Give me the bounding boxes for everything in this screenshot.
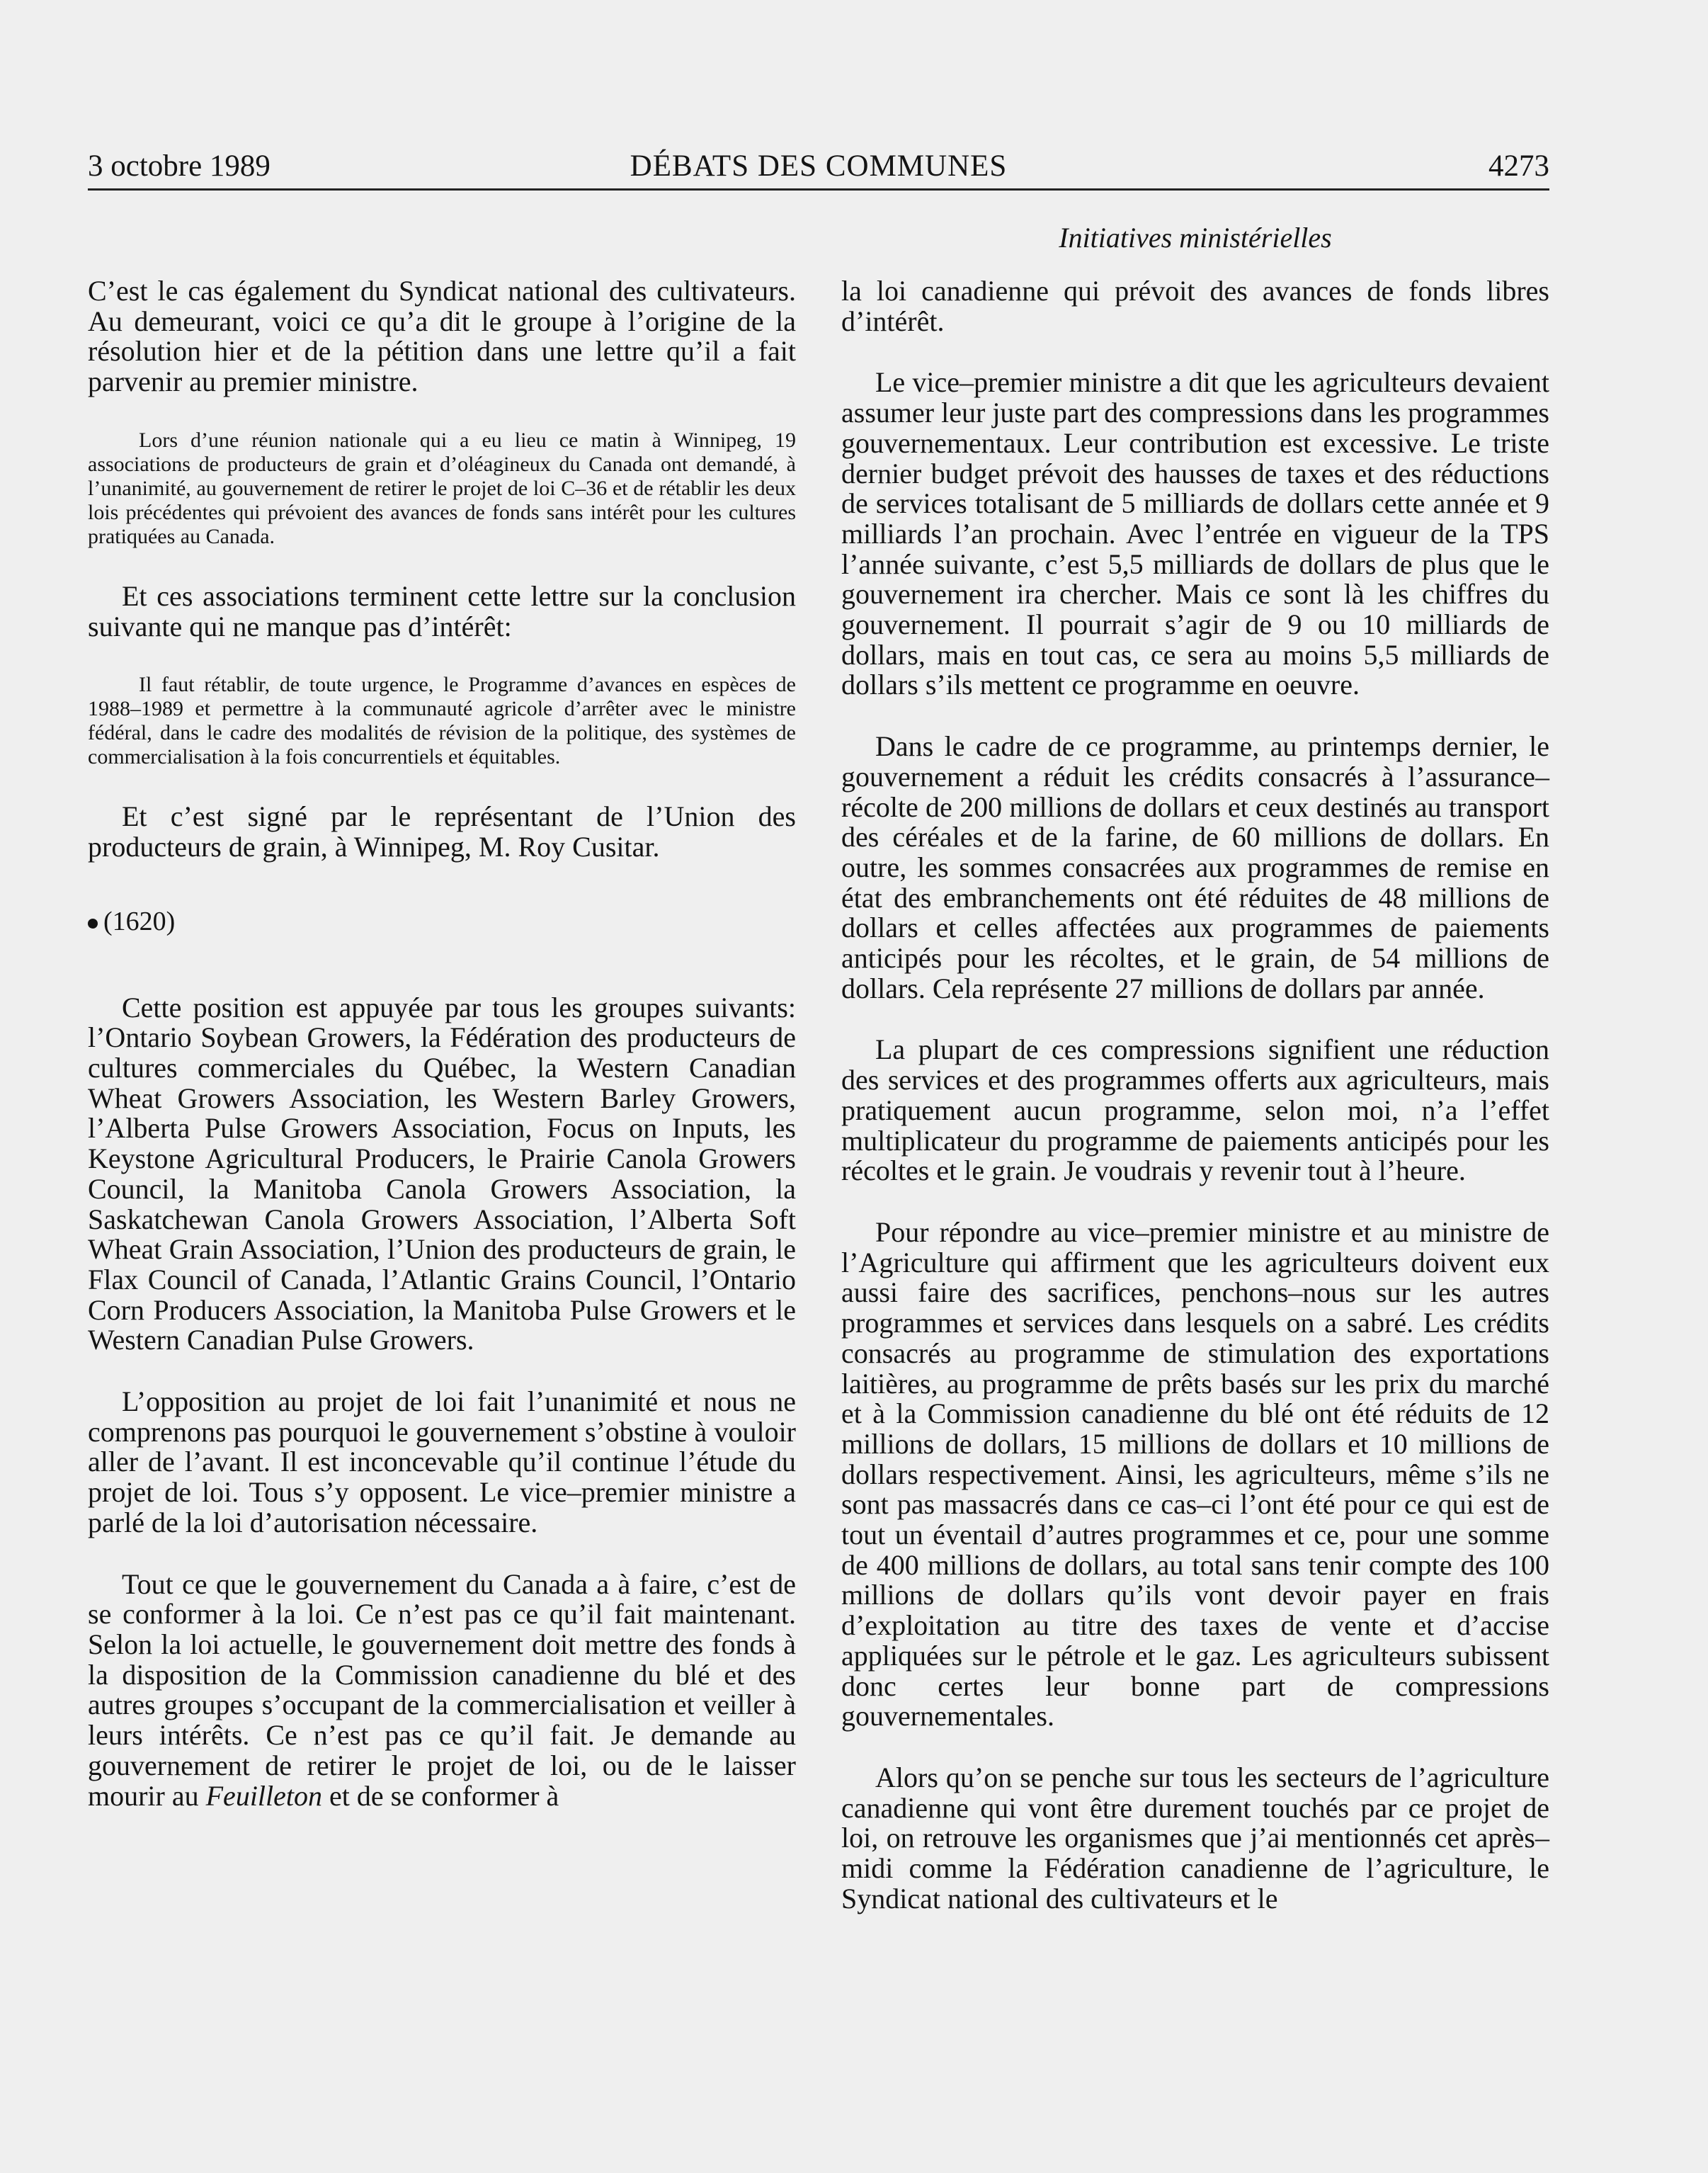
header-page-number: 4273 [1488, 149, 1549, 183]
time-marker [88, 907, 796, 936]
section-label: Initiatives ministérielles [1059, 222, 1332, 254]
left-quote-2: Il faut rétablir, de toute urgence, le Programme d’avances en espèces de 1988–1989 et permettre à la communauté agricole d’arrêter avec le ministre fédéral, dans le cadre des modalités de révision de la politique, des systèmes de commercialisation à la fois concurrentiels et équitables. [88, 673, 796, 769]
left-paragraph-2: Et ces associations terminent cette lettre sur la conclusion suivante qui ne manque pas d’intérêt: [88, 579, 796, 642]
left-paragraph-6 [88, 1567, 796, 1812]
left-quote-1: Lors d’une réunion nationale qui a eu lieu ce matin à Winnipeg, 19 associations de producteurs de grain et d’oléagineux du Canada ont demandé, à l’unanimité, au gouvernement de retirer le projet de loi C–36 et de rétablir les deux lois précédentes qui prévoient des avances de fonds sans intérêt pour les cultures pratiquées au Canada. [88, 428, 796, 548]
header-date: 3 octobre 1989 [88, 149, 271, 183]
left-column [88, 276, 796, 1842]
page-header [88, 143, 1549, 191]
left-paragraph-3: Et c’est signé par le représentant de l’Union des producteurs de grain, à Winnipeg, M. Roy Cusitar. [88, 800, 796, 863]
right-paragraph-5: Pour répondre au vice–premier ministre et au ministre de l’Agriculture qui affirment que les agriculteurs doivent eux aussi faire des sacrifices, penchons–nous sur les autres programmes et services dans lesquels on a sabré. Les crédits consacrés au programme de stimulation des exportations laitières, au programme de prêts basés sur les prix du marché et à la Commission canadienne du blé ont été réduits de 12 millions de dollars, 15 millions de dollars et 10 millions de dollars respectivement. Ainsi, les agriculteurs, même s’ils ne sont pas massacrés dans ce cas–ci l’ont été pour ce qui est de tout un éventail d’autres programmes et ce, pour une somme de 400 millions de dollars, au total sans tenir compte des 100 millions de dollars qu’ils vont devoir payer en frais d’exploitation au titre des taxes de vente et d’accise appliquées sur le pétrole et le gaz. Les agriculteurs subissent donc certes leur bonne part de compressions gouvernementales. [841, 1215, 1549, 1732]
feuilleton-italic: Feuilleton [205, 1779, 323, 1812]
right-paragraph-2: Le vice–premier ministre a dit que les agriculteurs devaient assumer leur juste part des compressions dans les programmes gouvernementaux. Leur contribution est excessive. Le triste dernier budget prévoit des hausses de taxes et des réductions de services totalisant de 5 milliards de dollars cette année et 9 milliards l’an prochain. Avec l’entrée en vigueur de la TPS l’année suivante, c’est 5,5 milliards de dollars de plus que le gouvernement ira chercher. Mais ce sont là les chiffres du gouvernement. Il pourrait s’agir de 9 ou 10 milliards de dollars, mais en tout cas, ce sera au moins 5,5 milliards de dollars s’ils mettent ce programme en oeuvre. [841, 366, 1549, 701]
left-paragraph-4: Cette position est appuyée par tous les groupes suivants: l’Ontario Soybean Growers, la Fédération des producteurs de cultures commerciales du Québec, la Western Canadian Wheat Growers Association, les Western Barley Growers, l’Alberta Pulse Growers Association, Focus on Inputs, les Keystone Agricultural Producers, le Prairie Canola Growers Council, la Manitoba Canola Growers Association, la Saskatchewan Canola Growers Association, l’Alberta Soft Wheat Grain Association, l’Union des producteurs de grain, le Flax Council of Canada, l’Atlantic Grains Council, l’Ontario Corn Producers Association, la Manitoba Pulse Growers et le Western Canadian Pulse Growers. [88, 991, 796, 1356]
header-title: DÉBATS DES COMMUNES [630, 149, 1008, 183]
left-paragraph-1: C’est le cas également du Syndicat national des cultivateurs. Au demeurant, voici ce qu’a dit le groupe à l’origine de la résolution hier et de la pétition dans une lettre qu’il a fait parvenir au premier ministre. [88, 275, 796, 398]
time-stamp: (1620) [103, 906, 176, 936]
left-paragraph-6-end: et de se conformer à [322, 1779, 559, 1812]
right-column [841, 276, 1549, 1945]
right-paragraph-6: Alors qu’on se penche sur tous les secteurs de l’agriculture canadienne qui vont être durement touchés par ce projet de loi, on retrouve les organismes que j’ai mentionnés cet après–midi comme la Fédération canadienne de l’agriculture, le Syndicat national des cultivateurs et le [841, 1761, 1549, 1914]
right-paragraph-1: la loi canadienne qui prévoit des avances de fonds libres d’intérêt. [841, 275, 1549, 337]
left-paragraph-6-start: Tout ce que le gouvernement du Canada a à faire, c’est de se conformer à la loi. Ce n’est pas ce qu’il fait maintenant. Selon la loi actuelle, le gouvernement doit mettre des fonds à la disposition de la Commission canadienne du blé et des autres groupes s’occupant de la commercialisation et veiller à leurs intérêts. Ce n’est pas ce qu’il fait. Je demande au gouvernement de retirer le projet de loi, ou de le laisser mourir au [88, 1567, 796, 1812]
right-paragraph-3: Dans le cadre de ce programme, au printemps dernier, le gouvernement a réduit les crédits consacrés à l’assurance–récolte de 200 millions de dollars et ceux destinés au transport des céréales et de la farine, de 60 millions de dollars. En outre, les sommes consacrées aux programmes de remise en état des embranchements ont été réduites de 48 millions de dollars et celles affectées aux programmes de paiements anticipés pour les récoltes, et le grain, de 54 millions de dollars. Cela représente 27 millions de dollars par année. [841, 730, 1549, 1004]
left-paragraph-5: L’opposition au projet de loi fait l’unanimité et nous ne comprenons pas pourquoi le gouvernement s’obstine à vouloir aller de l’avant. Il est inconcevable qu’il continue l’étude du projet de loi. Tous s’y opposent. Le vice–premier ministre a parlé de la loi d’autorisation nécessaire. [88, 1385, 796, 1538]
right-paragraph-4: La plupart de ces compressions signifient une réduction des services et des programmes offerts aux agriculteurs, mais pratiquement aucun programme, selon moi, n’a l’effet multiplicateur du programme de paiements anticipés pour les récoltes et le grain. Je voudrais y revenir tout à l’heure. [841, 1033, 1549, 1187]
bullet-icon [88, 919, 98, 929]
